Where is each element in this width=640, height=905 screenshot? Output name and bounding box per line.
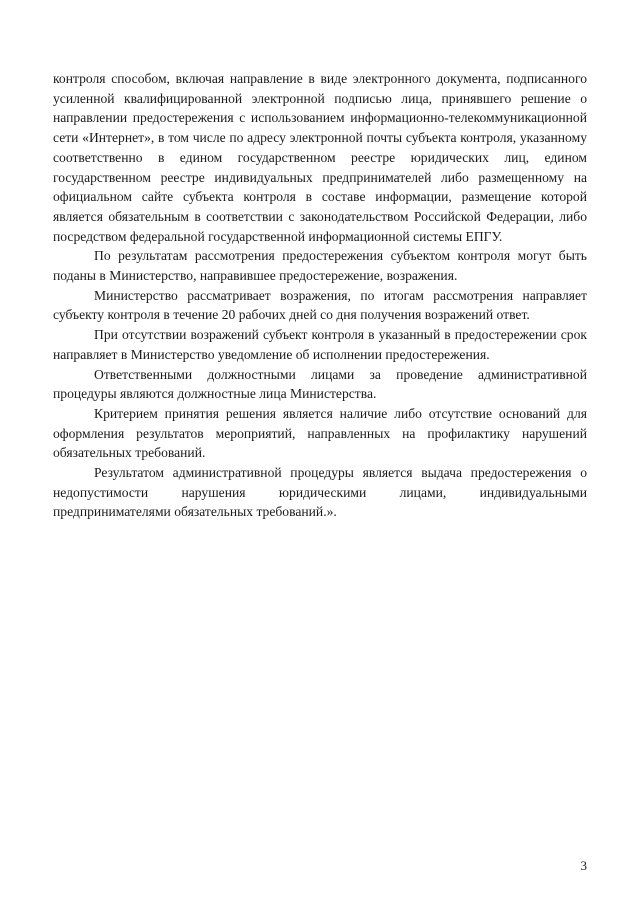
paragraph-ministry-response: Министерство рассматривает возражения, по итогам рассмотрения направляет субъекту контроля в течение 20 рабочих дней со дня получения возражений ответ.	[53, 287, 587, 323]
page-number: 3	[580, 858, 587, 873]
paragraph-responsible-officials: Ответственными должностными лицами за проведение административной процедуры являются должностные лица Министерства.	[53, 366, 587, 402]
document-body	[53, 69, 587, 522]
paragraph-continuation: контроля способом, включая направление в виде электронного документа, подписанного усиленной квалифицированной электронной подписью лица, принявшего решение о направлении предостережения с использованием информационно-телекоммуникационной сети «Интернет», в том числе по адресу электронной почты субъекта контроля, указанному соответственно в едином государственном реестре юридических лиц, едином государственном реестре индивидуальных предпринимателей либо размещенному на официальном сайте субъекта контроля в составе информации, размещение которой является обязательным в соответствии с законодательством Российской Федерации, либо посредством федеральной государственной информационной системы ЕПГУ.	[53, 71, 587, 244]
paragraph-objections: По результатам рассмотрения предостережения субъектом контроля могут быть поданы в Министерство, направившее предостережение, возражения.	[53, 248, 587, 284]
paragraph-decision-criterion: Критерием принятия решения является наличие либо отсутствие оснований для оформления результатов мероприятий, направленных на профилактику нарушений обязательных требований.	[53, 405, 587, 461]
paragraph-no-objections: При отсутствии возражений субъект контроля в указанный в предостережении срок направляет в Министерство уведомление об исполнении предостережения.	[53, 327, 587, 362]
paragraph-procedure-result: Результатом административной процедуры является выдача предостережения о недопустимости нарушения юридическими лицами, индивидуальными предпринимателями обязательных требований.».	[53, 465, 587, 520]
